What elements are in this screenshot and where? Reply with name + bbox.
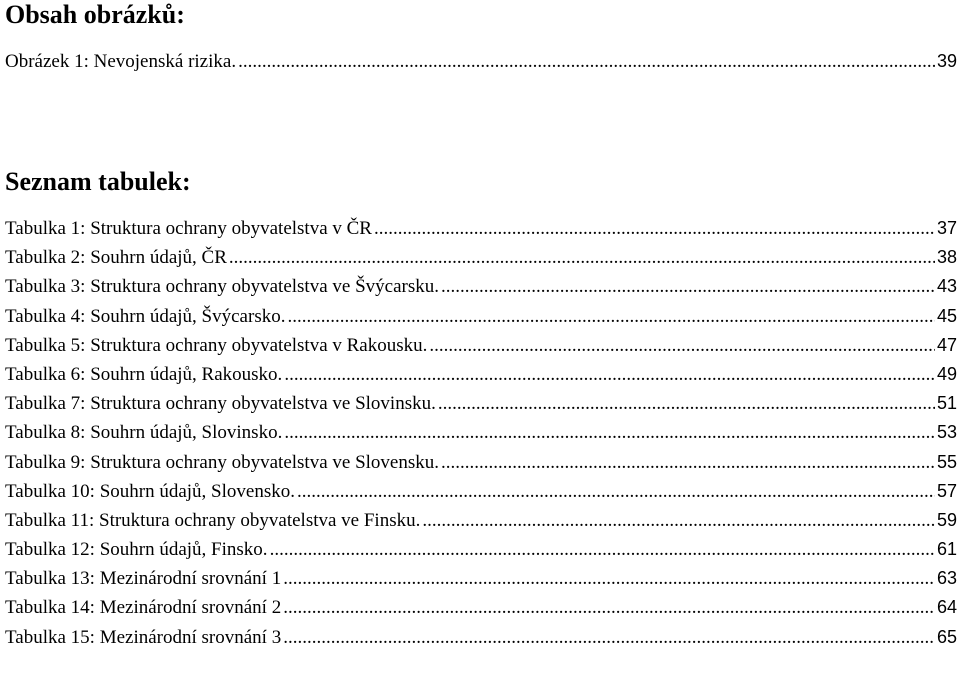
entry-title: Tabulka 4: Souhrn údajů, Švýcarsko. bbox=[5, 305, 286, 327]
page-number: 39 bbox=[936, 51, 957, 71]
page-number: 37 bbox=[936, 218, 957, 238]
entry-title: Tabulka 3: Struktura ochrany obyvatelstva ve Švýcarsku. bbox=[5, 276, 439, 298]
table-entry[interactable] bbox=[5, 360, 957, 389]
dot-leader bbox=[441, 448, 935, 477]
table-entry[interactable] bbox=[5, 477, 957, 506]
dot-leader bbox=[283, 593, 935, 622]
tables-list bbox=[5, 214, 957, 652]
entry-title: Obrázek 1: Nevojenská rizika. bbox=[5, 51, 237, 72]
entry-title: Tabulka 8: Souhrn údajů, Slovinsko. bbox=[5, 422, 283, 444]
page-number: 53 bbox=[936, 422, 957, 443]
page-number: 57 bbox=[936, 480, 957, 501]
dot-leader bbox=[441, 272, 935, 301]
entry-title: Tabulka 13: Mezinárodní srovnání 1 bbox=[5, 568, 282, 590]
dot-leader bbox=[238, 47, 935, 76]
table-entry[interactable] bbox=[5, 272, 957, 301]
entry-title: Tabulka 14: Mezinárodní srovnání 2 bbox=[5, 597, 282, 619]
dot-leader bbox=[429, 331, 935, 360]
entry-title: Tabulka 10: Souhrn údajů, Slovensko. bbox=[5, 480, 295, 502]
table-entry[interactable] bbox=[5, 214, 957, 243]
dot-leader bbox=[283, 564, 935, 593]
entry-title: Tabulka 9: Struktura ochrany obyvatelstva ve Slovensku. bbox=[5, 451, 439, 473]
entry-title: Tabulka 6: Souhrn údajů, Rakousko. bbox=[5, 363, 283, 385]
dot-leader bbox=[287, 302, 935, 331]
dot-leader bbox=[374, 214, 935, 243]
table-entry[interactable] bbox=[5, 302, 957, 331]
entry-title: Tabulka 12: Souhrn údajů, Finsko. bbox=[5, 539, 268, 561]
dot-leader bbox=[270, 535, 935, 564]
page-number: 45 bbox=[936, 305, 957, 326]
table-entry[interactable] bbox=[5, 331, 957, 360]
page-number: 61 bbox=[936, 539, 957, 560]
figure-entry[interactable] bbox=[5, 46, 957, 76]
table-entry[interactable] bbox=[5, 535, 957, 564]
page-number: 47 bbox=[936, 334, 957, 355]
page-number: 43 bbox=[936, 276, 957, 297]
table-entry[interactable] bbox=[5, 448, 957, 477]
figures-heading: Obsah obrázků: bbox=[5, 0, 185, 29]
entry-title: Tabulka 5: Struktura ochrany obyvatelstva v Rakousku. bbox=[5, 334, 428, 356]
entry-title: Tabulka 2: Souhrn údajů, ČR bbox=[5, 247, 227, 269]
table-entry[interactable] bbox=[5, 506, 957, 535]
dot-leader bbox=[283, 623, 935, 652]
table-entry[interactable] bbox=[5, 389, 957, 418]
table-entry[interactable] bbox=[5, 564, 957, 593]
dot-leader bbox=[284, 360, 935, 389]
table-entry[interactable] bbox=[5, 623, 957, 652]
dot-leader bbox=[284, 418, 935, 447]
entry-title: Tabulka 1: Struktura ochrany obyvatelstva v ČR bbox=[5, 218, 372, 239]
dot-leader bbox=[438, 389, 935, 418]
page-number: 51 bbox=[936, 393, 957, 414]
tables-heading: Seznam tabulek: bbox=[5, 167, 191, 196]
figures-list bbox=[5, 46, 957, 76]
page-number: 55 bbox=[936, 451, 957, 472]
entry-title: Tabulka 7: Struktura ochrany obyvatelstva ve Slovinsku. bbox=[5, 393, 436, 415]
table-entry[interactable] bbox=[5, 593, 957, 622]
table-entry[interactable] bbox=[5, 418, 957, 447]
table-entry[interactable] bbox=[5, 243, 957, 272]
page-number: 63 bbox=[936, 568, 957, 589]
page-number: 49 bbox=[936, 363, 957, 384]
page-number: 38 bbox=[936, 247, 957, 268]
page-number: 64 bbox=[936, 597, 957, 618]
dot-leader bbox=[229, 243, 935, 272]
page-number: 65 bbox=[936, 626, 957, 647]
page-number: 59 bbox=[936, 509, 957, 530]
dot-leader bbox=[297, 477, 935, 506]
entry-title: Tabulka 11: Struktura ochrany obyvatelstva ve Finsku. bbox=[5, 509, 421, 531]
dot-leader bbox=[422, 506, 935, 535]
entry-title: Tabulka 15: Mezinárodní srovnání 3 bbox=[5, 626, 282, 648]
